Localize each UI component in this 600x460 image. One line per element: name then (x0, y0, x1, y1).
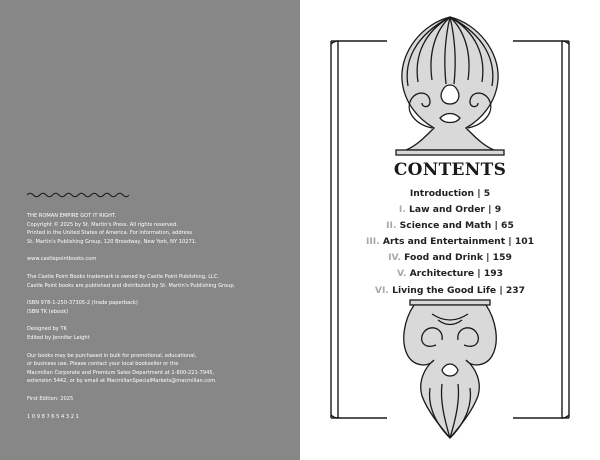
ornament-top-icon (396, 17, 504, 155)
contents-title: CONTENTS (393, 160, 507, 180)
copyright-line: First Edition: 2025 (27, 395, 74, 402)
contents-entry (340, 202, 560, 218)
chapter-numeral: II. (386, 220, 397, 232)
copyright-line: The Castle Point Books trademark is owned by Castle Point Publishing, LLC. (27, 273, 220, 280)
contents-entry (340, 234, 560, 250)
chapter-title-page: Living the Good Life | 237 (392, 284, 526, 296)
copyright-line: Edited by Jennifer Leight (27, 334, 90, 341)
contents-entry (340, 186, 560, 202)
ornament-bottom-icon (404, 300, 497, 438)
chapter-title-page: Law and Order | 9 (409, 204, 502, 216)
copyright-line: or business use. Please contact your local bookseller or the (27, 361, 179, 368)
copyright-line: 1 0 9 8 7 6 5 4 3 2 1 (27, 413, 79, 420)
chapter-title-page: Architecture | 193 (409, 268, 504, 280)
copyright-line: Macmillan Corporate and Premium Sales Department at 1-800-221-7945, (27, 369, 215, 376)
copyright-line: Copyright © 2025 by St. Martin's Press. All rights reserved. (27, 221, 178, 228)
chapter-numeral: I. (398, 204, 406, 216)
copyright-line: extension 5442, or by email at MacmillanSpecialMarkets@macmillan.com. (27, 378, 217, 385)
copyright-line: St. Martin's Publishing Group, 120 Broadway, New York, NY 10271. (27, 238, 197, 245)
copyright-line: ISBN 978-1-250-37305-2 (trade paperback) (27, 300, 138, 307)
chapter-numeral: IV. (388, 252, 401, 264)
copyright-line: Castle Point books are published and distributed by St. Martin's Publishing Group. (27, 282, 236, 289)
contents-entry (340, 218, 560, 234)
copyright-line: Printed in the United States of America. For information, address (27, 230, 193, 237)
contents-entry (340, 250, 560, 266)
chapter-title-page: Arts and Entertainment | 101 (382, 236, 535, 248)
chapter-title-page: Introduction | 5 (409, 188, 491, 199)
copyright-line: www.castlepointbooks.com (27, 256, 97, 263)
chapter-numeral: V. (396, 268, 407, 280)
contents-entry (340, 266, 560, 282)
contents-list (340, 186, 560, 299)
copyright-line: ISBN TK (ebook) (27, 308, 69, 315)
copyright-line: Designed by TK (27, 326, 67, 333)
chapter-numeral: III. (365, 236, 380, 248)
contents-entry (340, 283, 560, 299)
chapter-numeral: VI. (374, 284, 389, 296)
copyright-line: THE ROMAN EMPIRE GOT IT RIGHT. (27, 213, 117, 219)
chapter-title-page: Food and Drink | 159 (404, 252, 512, 264)
copyright-line: Our books may be purchased in bulk for promotional, educational, (27, 352, 197, 359)
chapter-title-page: Science and Math | 65 (399, 220, 514, 232)
